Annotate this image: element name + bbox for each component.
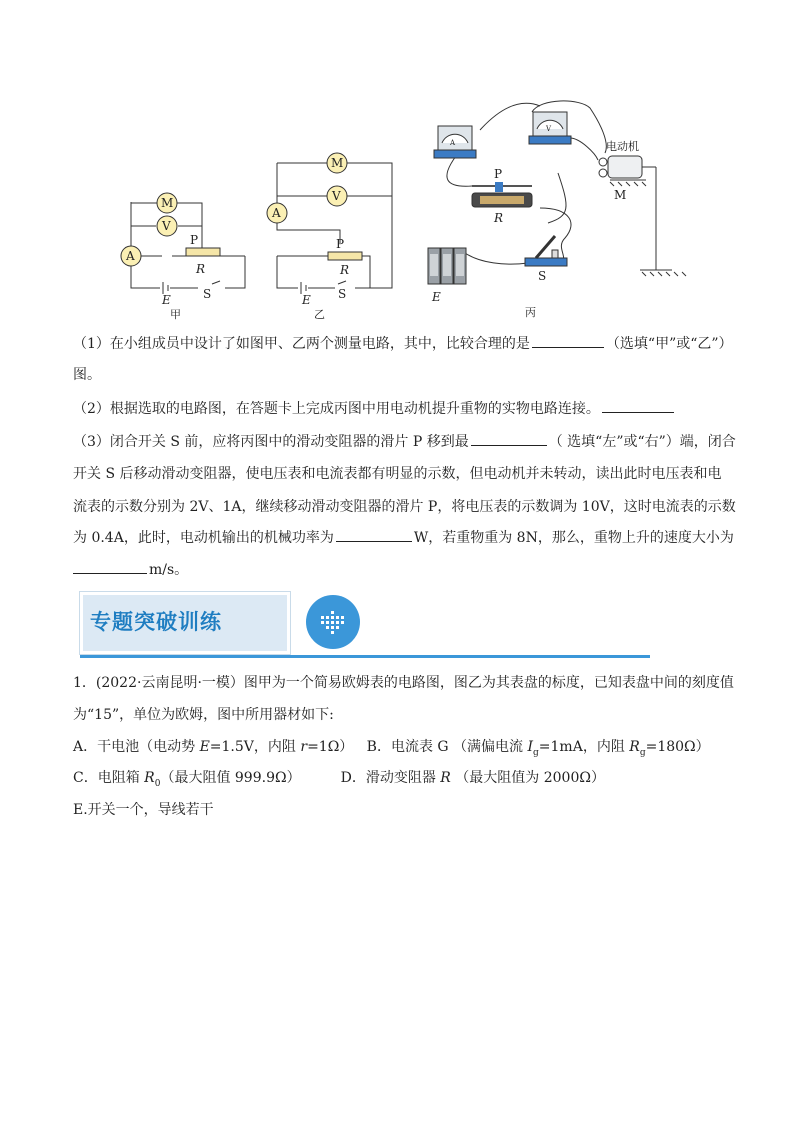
subscript: g — [639, 747, 646, 758]
emf-label: E — [162, 293, 171, 307]
option-a-text: =1.5V，内阻 — [209, 739, 301, 755]
motor-label: M — [161, 196, 174, 210]
q3-unit: m/s。 — [149, 562, 189, 578]
q1-hint: （选填“甲”或“乙”） — [605, 336, 733, 352]
motor-label: M — [614, 188, 627, 202]
symbol: E — [199, 739, 210, 755]
p1-option-cd — [73, 768, 605, 794]
q3-text: W，若重物重为 8N，那么，重物上升的速度大小为 — [413, 530, 734, 546]
q3-hint: （ 选填“左”或“右”）端，闭合 — [548, 434, 736, 450]
subscript: g — [533, 747, 539, 758]
symbol: R — [144, 770, 155, 786]
figure-caption-bing: 丙 — [525, 306, 536, 319]
voltmeter-letter: V — [546, 125, 552, 133]
answer-blank[interactable] — [336, 527, 412, 542]
circuit-diagrams — [100, 98, 700, 323]
q2-text: （2）根据选取的电路图，在答题卡上完成丙图中用电动机提升重物的实物电路连接。 — [73, 401, 600, 417]
voltmeter-device — [529, 112, 571, 144]
p1-line1: 1．(2022·云南昆明·一模）图甲为一个简易欧姆表的电路图，图乙为其表盘的标度，已知表盘中间的刻度值 — [73, 675, 734, 691]
slider-label: P — [494, 167, 503, 181]
dot-grid-icon — [306, 595, 360, 649]
section-banner — [80, 590, 370, 656]
p1-line2: 为“15”，单位为欧姆，图中所用器材如下: — [73, 707, 334, 723]
p1-option-ab — [73, 737, 710, 763]
option-a-text: =1Ω） — [307, 739, 354, 755]
answer-blank[interactable] — [73, 559, 147, 574]
q1-line2: 图。 — [73, 367, 101, 383]
switch-label: S — [338, 287, 347, 301]
emf-label: E — [302, 293, 311, 307]
resistor-label: R — [340, 263, 350, 277]
battery-device — [428, 248, 466, 284]
q3-text: 为 0.4A，此时，电动机输出的机械功率为 — [73, 530, 334, 546]
motor-device — [599, 156, 686, 276]
section-title: 专题突破训练 — [90, 610, 222, 634]
q3-line4 — [73, 527, 734, 548]
option-d-text: （最大阻值为 2000Ω） — [450, 770, 605, 786]
subscript: 0 — [154, 778, 161, 789]
emf-label: E — [432, 290, 441, 304]
q3-line2: 开关 S 后移动滑动变阻器，使电压表和电流表都有明显的示数，但电动机并未转动，读出此时电压表和电 — [73, 466, 722, 482]
rheostat-device — [472, 182, 532, 207]
q1-line1 — [73, 333, 733, 354]
slider-label: P — [336, 237, 345, 251]
option-b-text: =180Ω） — [645, 739, 710, 755]
answer-blank[interactable] — [532, 333, 604, 348]
answer-blank[interactable] — [471, 431, 547, 446]
circuit-bing — [428, 101, 686, 319]
symbol: R — [440, 770, 451, 786]
figure-caption-jia: 甲 — [170, 308, 181, 321]
motor-title: 电动机 — [606, 140, 639, 153]
voltmeter-label: V — [332, 189, 341, 203]
figure-caption-yi: 乙 — [314, 308, 325, 321]
option-c-text: （最大阻值 999.9Ω） — [160, 770, 301, 786]
switch-label: S — [538, 269, 547, 283]
q3-line5 — [73, 559, 188, 580]
option-b-text: =1mA，内阻 — [538, 739, 630, 755]
option-b-text: B．电流表 G （满偏电流 — [366, 739, 528, 755]
ammeter-device — [434, 126, 476, 158]
circuit-yi — [277, 163, 392, 294]
q2-line — [73, 398, 676, 419]
circuit-yi-labels — [267, 153, 349, 321]
option-c-text: C．电阻箱 — [73, 770, 145, 786]
q1-text: （1）在小组成员中设计了如图甲、乙两个测量电路，其中，比较合理的是 — [73, 336, 530, 352]
option-a-text: A．干电池（电动势 — [73, 739, 200, 755]
switch-device — [525, 236, 567, 266]
voltmeter-label: V — [162, 219, 171, 233]
ammeter-label: A — [126, 249, 135, 263]
q3-line3: 流表的示数分别为 2V、1A，继续移动滑动变阻器的滑片 P，将电压表的示数调为 10V，这时电流表的示数 — [73, 499, 736, 515]
option-d-text: D．滑动变阻器 — [340, 770, 441, 786]
symbol: R — [629, 739, 640, 755]
symbol: I — [527, 739, 534, 755]
resistor-label: R — [196, 262, 206, 276]
slider-label: P — [190, 233, 199, 247]
motor-label: M — [331, 156, 344, 170]
circuit-figure — [100, 98, 700, 323]
switch-label: S — [203, 287, 212, 301]
q3-line1 — [73, 431, 736, 452]
answer-blank[interactable] — [602, 398, 674, 413]
q3-text: （3）闭合开关 S 前，应将丙图中的滑动变阻器的滑片 P 移到最 — [73, 434, 469, 450]
symbol: r — [300, 739, 308, 755]
ammeter-letter: A — [450, 139, 456, 147]
circuit-jia-labels — [121, 193, 211, 321]
circuit-jia — [131, 202, 245, 294]
resistor-label: R — [494, 211, 504, 225]
section-divider — [80, 655, 650, 658]
ammeter-label: A — [272, 206, 281, 220]
p1-option-e: E.开关一个，导线若干 — [73, 802, 214, 818]
